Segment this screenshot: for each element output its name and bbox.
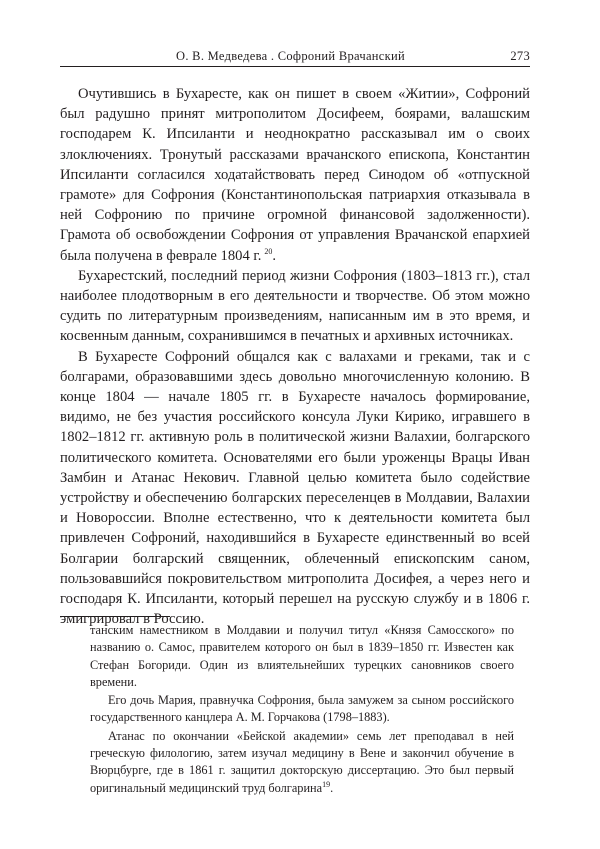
- footnote-text: танским наместником в Молдавии и получил титул «Князя Самосского» по названию о. Самос, правителем которого он был в 1839–1850 гг. Известен как Стефан Богориди. Один из влиятельнейших турецких сановников своего времени.: [90, 623, 514, 689]
- footnote-ref: 20: [264, 246, 273, 256]
- footnote-text: Атанас по окончании «Бейской академии» семь лет преподавал в ней греческую филологию, затем изучал медицину в Вене и закончил обучение в Вюрцбурге, где в 1861 г. защитил докторскую диссертацию. Это был первый оригинальный медицинский труд болгарина: [90, 728, 514, 795]
- footnote: [90, 692, 514, 727]
- paragraph: [60, 84, 530, 266]
- footnote-ref: 19: [322, 779, 331, 789]
- footnote-text: Его дочь Мария, правнучка Софрония, была замужем за сыном российского государственного канцлера А. М. Горчакова (1798–1883).: [90, 693, 514, 725]
- footnote: [90, 622, 514, 691]
- paragraph-text: Очутившись в Бухаресте, как он пишет в своем «Житии», Софроний был радушно принят митрополитом Досифеем, боярами, валашским господарем К. Ипсиланти и неоднократно рассказывал им о своих злоключениях. Тронутый рассказами врачанского епископа, Константин Ипсиланти согласился ходатайствовать перед Синодом об «отпускной грамоте» для Софрония (Константинопольская патриархия отказывала в ней Софронию по причине огромной финансовой задолженности). Грамота об освобождении Софрония от управления Врачанской епархией была получена в феврале 1804 г.: [60, 86, 530, 264]
- footnotes: [90, 622, 514, 797]
- paragraph-tail: .: [272, 247, 276, 264]
- footnote-tail: .: [330, 780, 334, 795]
- footnote-separator: [60, 616, 170, 617]
- paragraph-text: Бухарестский, последний период жизни Софрония (1803–1813 гг.), стал наиболее плодотворным в его деятельности и творчестве. Об этом можно судить по литературным произведениям, написанным им в это время, и косвенным данным, сохранившимся в печатных и архивных источниках.: [60, 267, 530, 345]
- running-header: [60, 48, 530, 67]
- running-title: О. В. Медведева . Софроний Врачанский: [176, 49, 405, 63]
- page-number: 273: [510, 49, 530, 63]
- paragraph-text: В Бухаресте Софроний общался как с валахами и греками, так и с болгарами, образовавшими здесь довольно многочисленную колонию. В конце 1804 — начале 1805 гг. в Бухаресте началось формирование, видимо, не без участия российского консула Луки Кирико, игравшего в 1802–1812 гг. активную роль в политической жизни Валахии, болгарского политического комитета. Основателями его были уроженцы Врацы Иван Замбин и Атанас Некович. Главной целью комитета было содействие устройству и обеспечению болгарских переселенцев в Молдавии, Валахии и Новороссии. Вполне естественно, что к деятельности комитета был привлечен Софроний, находившийся в Бухаресте единственный во всей Болгарии болгарский священник, облеченный епископским саном, пользовавшийся покровительством митрополита Досифея, а через него и господаря К. Ипсиланти, который перешел на русскую службу и в 1806 г. эмигрировал в Россию.: [60, 348, 530, 628]
- paragraph: [60, 266, 530, 347]
- main-text: [60, 84, 530, 629]
- paragraph: [60, 347, 530, 630]
- footnote: [90, 728, 514, 797]
